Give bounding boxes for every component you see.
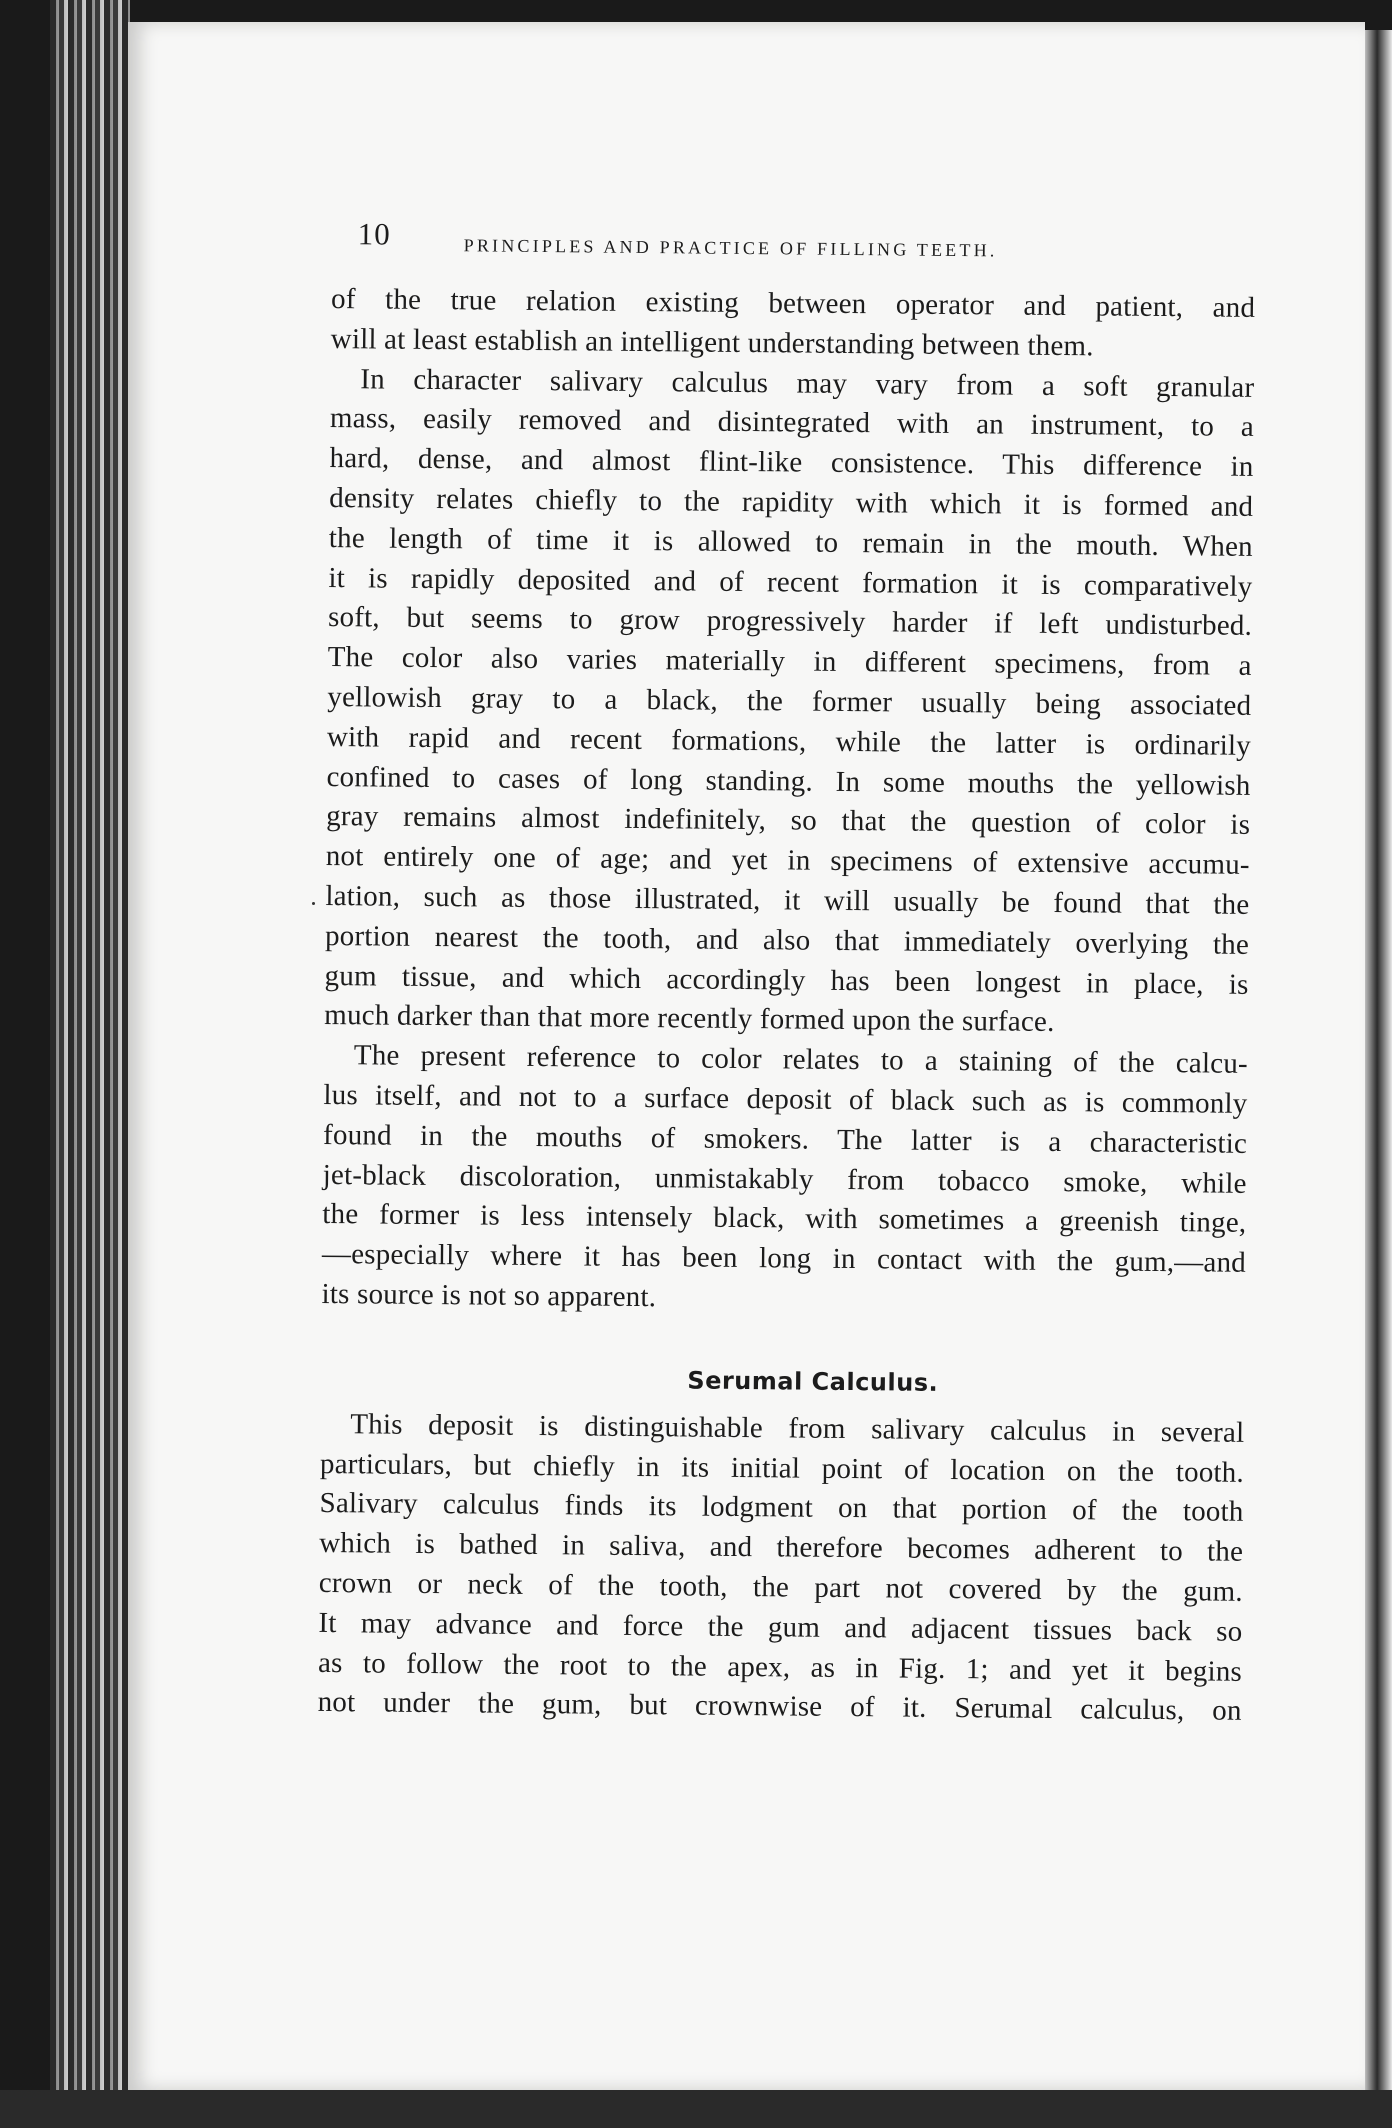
paragraph-2 xyxy=(324,360,1254,1045)
text-line: found in the mouths of smokers. The latter is a characteristic xyxy=(322,1118,1248,1160)
text-line: This deposit is distinguishable from salivary calculus in several xyxy=(350,1407,1245,1449)
page-number: 10 xyxy=(357,216,391,252)
text-line: lus itself, and not to a surface deposit of black such as is commonly xyxy=(323,1078,1248,1120)
text-line: the former is less intensely black, with sometimes a greenish tinge, xyxy=(322,1198,1247,1240)
text-line: hard, dense, and almost flint-like consistence. This difference in xyxy=(329,442,1254,484)
text-line: as to follow the root to the apex, as in Fig. 1; and yet it begins xyxy=(317,1646,1243,1688)
bottom-page-edge xyxy=(0,2090,1392,2128)
text-line: soft, but seems to grow progressively harder if left undisturbed. xyxy=(327,601,1253,643)
text-line: The color also varies materially in different specimens, from a xyxy=(327,641,1252,683)
paragraph-3 xyxy=(321,1036,1248,1323)
text-line: gum tissue, and which accordingly has been longest in place, is xyxy=(324,959,1249,1001)
text-line: yellowish gray to a black, the former usually being associated xyxy=(327,680,1252,722)
text-line: of the true relation existing between operator and patient, and xyxy=(330,282,1256,324)
text-line: it is rapidly deposited and of recent formation it is comparatively xyxy=(328,561,1253,603)
running-head-title: PRINCIPLES AND PRACTICE OF FILLING TEETH. xyxy=(463,235,998,261)
text-line: gray remains almost indefinitely, so that the question of color is xyxy=(326,800,1251,842)
text-line: much darker than that more recently formed upon the surface. xyxy=(324,999,1055,1039)
text-line: its source is not so apparent. xyxy=(321,1277,657,1314)
text-line: not under the gum, but crownwise of it. Serumal calculus, on xyxy=(317,1686,1242,1728)
text-line: The present reference to color relates to a staining of the calcu- xyxy=(353,1039,1248,1080)
text-line: jet-black discoloration, unmistakably from tobacco smoke, while xyxy=(322,1158,1247,1200)
stray-ink-mark xyxy=(312,902,315,905)
paragraph-4 xyxy=(317,1405,1244,1732)
text-line: Salivary calculus finds its lodgment on that portion of the tooth xyxy=(319,1487,1244,1529)
text-line: particulars, but chiefly in its initial point of location on the tooth. xyxy=(319,1447,1245,1489)
text-line: —especially where it has been long in contact with the gum,—and xyxy=(321,1238,1247,1279)
text-line: density relates chiefly to the rapidity with which it is formed and xyxy=(329,481,1254,523)
book-spine-edge xyxy=(50,0,130,2095)
text-line: lation, such as those illustrated, it will usually be found that the xyxy=(325,879,1250,921)
text-line: not entirely one of age; and yet in specimens of extensive accumu- xyxy=(325,840,1250,881)
text-line: the length of time it is allowed to remain in the mouth. When xyxy=(328,521,1253,563)
running-head xyxy=(331,210,1256,279)
text-line: In character salivary calculus may vary from a soft granular xyxy=(360,362,1255,404)
text-line: portion nearest the tooth, and also that immediately overlying the xyxy=(324,919,1250,961)
text-line: which is bathed in saliva, and therefore becomes adherent to the xyxy=(319,1527,1244,1568)
text-line: mass, easily removed and disintegrated with an instrument, to a xyxy=(329,402,1255,444)
page-text-block xyxy=(317,210,1255,1732)
right-page-edge xyxy=(1365,30,1392,2090)
text-line: crown or neck of the tooth, the part not covered by the gum. xyxy=(318,1566,1243,1608)
paragraph-1 xyxy=(331,280,1256,368)
section-heading: Serumal Calculus. xyxy=(687,1366,939,1397)
text-line: with rapid and recent formations, while the latter is ordinarily xyxy=(326,720,1252,762)
text-line: confined to cases of long standing. In some mouths the yellowish xyxy=(326,760,1251,802)
text-line: will at least establish an intelligent understanding between them. xyxy=(330,322,1094,363)
text-line: It may advance and force the gum and adjacent tissues back so xyxy=(318,1606,1243,1648)
